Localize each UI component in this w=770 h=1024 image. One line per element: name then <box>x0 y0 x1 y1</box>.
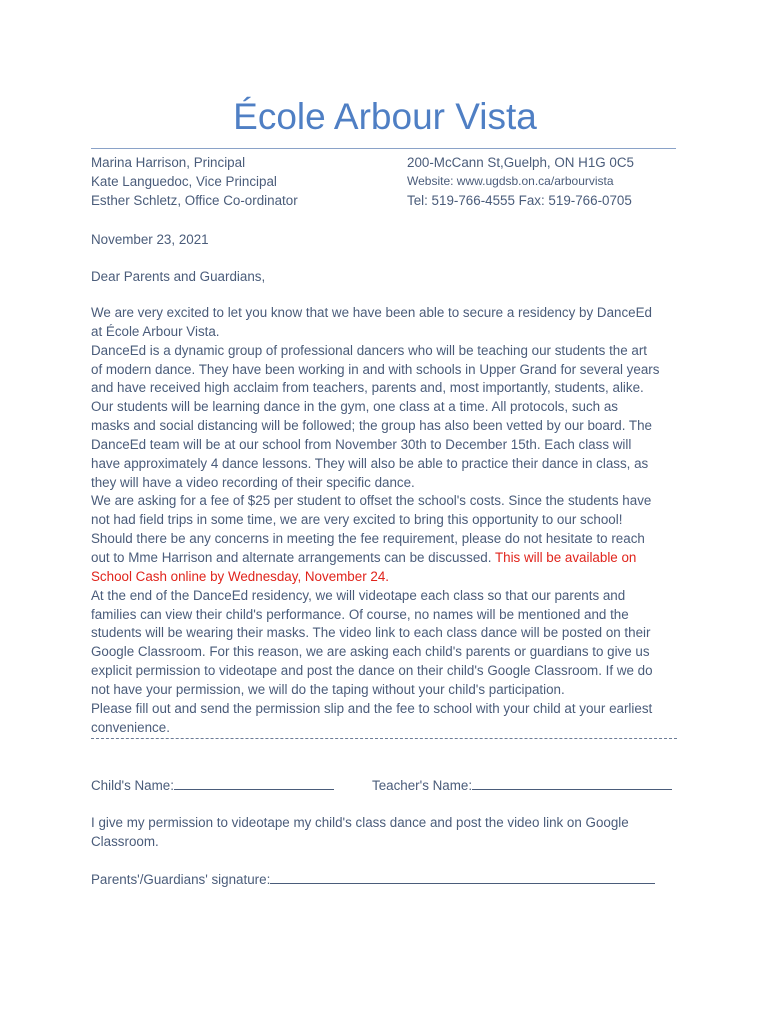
cut-line <box>91 738 677 739</box>
title-divider <box>91 148 676 149</box>
salutation: Dear Parents and Guardians, <box>91 269 266 284</box>
child-name-blank[interactable] <box>174 775 334 790</box>
body-line: Should there be any concerns in meeting the fee requirement, please do not hesitate to reach <box>91 531 645 547</box>
signature-label: Parents'/Guardians' signature: <box>91 872 271 887</box>
permission-statement: I give my permission to videotape my child's class dance and post the video link on Google Classroom. <box>91 815 629 849</box>
availability-notice-continued: School Cash online by Wednesday, November 24. <box>91 568 389 584</box>
body-line: and have received high acclaim from teachers, parents and, most importantly, students, alike. <box>91 380 644 396</box>
body-line: DanceEd team will be at our school from November 30th to December 15th. Each class will <box>91 436 632 452</box>
child-name-field <box>91 775 334 795</box>
body-line: of modern dance. They have been working in and with schools in Upper Grand for several years <box>91 361 660 377</box>
body-line: convenience. <box>91 719 170 735</box>
school-title: École Arbour Vista <box>233 96 537 137</box>
body-line: We are very excited to let you know that we have been able to secure a residency by DanceEd <box>91 305 652 320</box>
body-line: they will have a video recording of their specific dance. <box>91 474 415 490</box>
letter-date: November 23, 2021 <box>91 232 209 247</box>
school-website: Website: www.ugdsb.on.ca/arbourvista <box>407 174 614 188</box>
body-line: explicit permission to videotape and post the dance on their child's Google Classroom. If we do <box>91 663 653 679</box>
body-line: masks and social distancing will be followed; the group has also been vetted by our board. The <box>91 418 653 434</box>
letter-body <box>91 304 681 737</box>
child-name-label: Child's Name: <box>91 778 174 793</box>
staff-principal: Marina Harrison, Principal <box>91 155 246 170</box>
body-line: families can view their child's performance. Of course, no names will be mentioned and the <box>91 606 629 622</box>
school-phone-fax: Tel: 519-766-4555 Fax: 519-766-0705 <box>407 193 632 208</box>
body-line: not had field trips in some time, we are very excited to bring this opportunity to our school! <box>91 512 623 528</box>
body-text-segment: out to Mme Harrison and alternate arrangements can be discussed. <box>91 549 495 565</box>
teacher-name-blank[interactable] <box>472 775 672 790</box>
body-line: not have your permission, we will do the taping without your child's participation. <box>91 681 565 697</box>
body-line: Our students will be learning dance in the gym, one class at a time. All protocols, such as <box>91 399 618 415</box>
body-line: At the end of the DanceEd residency, we will videotape each class so that our parents and <box>91 587 626 603</box>
body-line: We are asking for a fee of $25 per student to offset the school's costs. Since the students have <box>91 493 652 509</box>
teacher-name-field <box>372 775 672 795</box>
body-line-with-notice <box>91 549 681 568</box>
body-line: Google Classroom. For this reason, we are asking each child's parents or guardians to give us <box>91 644 650 660</box>
contact-info <box>407 153 634 210</box>
staff-vice-principal: Kate Languedoc, Vice Principal <box>91 174 277 189</box>
body-line: have approximately 4 dance lessons. They will also be able to practice their dance in class, as <box>91 455 649 471</box>
school-address: 200-McCann St,Guelph, ON H1G 0C5 <box>407 155 635 170</box>
body-line: at École Arbour Vista. <box>91 323 220 339</box>
body-line: Please fill out and send the permission slip and the fee to school with your child at your earliest <box>91 700 653 716</box>
teacher-name-label: Teacher's Name: <box>372 778 473 793</box>
staff-list <box>91 153 298 210</box>
staff-office-coordinator: Esther Schletz, Office Co-ordinator <box>91 193 298 208</box>
body-line: DanceEd is a dynamic group of professional dancers who will be teaching our students the art <box>91 342 648 358</box>
signature-blank[interactable] <box>270 869 655 884</box>
signature-field <box>91 869 655 889</box>
body-line: students will be wearing their masks. The video link to each class dance will be posted on their <box>91 625 651 641</box>
availability-notice: This will be available on <box>494 549 637 565</box>
